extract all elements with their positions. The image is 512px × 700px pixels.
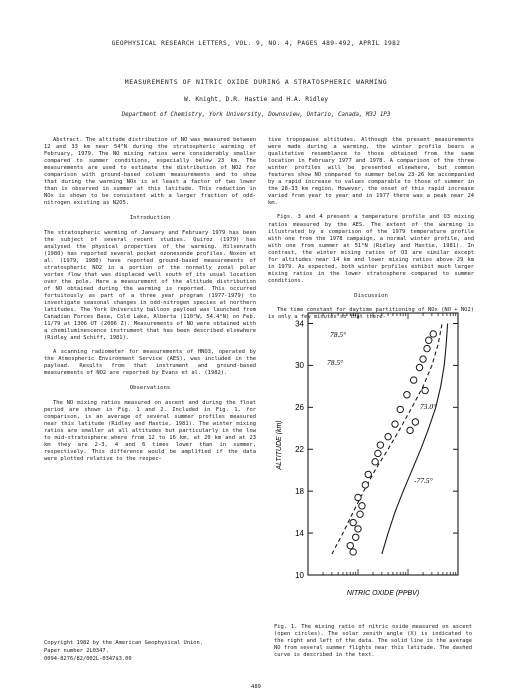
observations-paragraph-1: The NO mixing ratios measured on ascent and during the float period are shown in Fig. 1 and 2. Included in Fig. 1, for comparison, is an average of several summer profiles measured near this latitude (Ridley and Hastie, 1981). The winter mixing ratios are smaller at all altitudes but particularly in the low to mid-stratosphere where from 12 to 16 km, at 20 km and at 23 km they are 2-3, 4 and 6 times lower than in summer, respectively. This difference would be amplified if the data were plotted relative to the respec- xyxy=(44,399,256,462)
copyright-notice: Copyright 1982 by the American Geophysical Union. xyxy=(44,640,204,646)
data-point xyxy=(365,471,371,477)
intro-paragraph-1: The stratospheric warming of January and February 1979 has been the subject of several recent studies. Quiroz (1979) has analysed the physical properties of the warming. Hilsenrath (1980) has reported several pocket ozonesonde profiles. Noxon et al. (1979, 1980) have reported ground-based measurements of stratospheric NO2 in a portion of the normally zonal polar vortex flow that was displaced well south of its usual location over the pole. Here a measurement of the altitude distribution of NO obtained during the warming is reported. This occurred fortuitously as part of a three year program (1977-1979) to investigate seasonal changes in odd-nitrogen species at northern latitudes. The York University balloon payload was launched from Canadian Forces Base, Cold Lake, Alberta (110°W, 54.4°N) on Feb. 11/79 at 1306 UT (2006 Z). Measurements of NO were obtained with a chemiluminescence instrument that has been described elsewhere (Ridley and Schiff, 1981). xyxy=(44,229,256,342)
intro-paragraph-2: A scanning radiometer for measurements of HNO3, operated by the Atmospheric Environment Service (AES), was included in the payload. Results from that instrument and ground-based measurements of NO2 are reported by Evans et al. (1982). xyxy=(44,349,256,377)
data-point xyxy=(357,511,363,517)
data-point xyxy=(410,377,416,383)
data-point xyxy=(420,356,426,362)
data-point xyxy=(407,427,413,433)
figure-1-caption: Fig. 1. The mixing ratio of nitric oxide measured on ascent (open circles). The solar zenith angle (X) is indicated to the right and left of the data. The solid line is the average NO from several summer flights near this latitude. The dashed curve is described in the text. xyxy=(274,624,472,658)
data-point xyxy=(422,387,428,393)
left-column xyxy=(44,137,256,470)
data-point xyxy=(412,419,418,425)
data-point xyxy=(375,450,381,456)
annotation-zenith-3: 73.0° xyxy=(420,402,437,411)
data-point xyxy=(430,331,436,337)
discussion-paragraph-1: The time constant for daytime partitioning of NOx (NO + NO2) is only a few minutes so that there- xyxy=(268,306,474,321)
data-point xyxy=(392,421,398,427)
authors: W. Knight, D.R. Hastie and H.A. Ridley xyxy=(183,96,329,103)
journal-header: GEOPHYSICAL RESEARCH LETTERS, VOL. 9, NO. 4, PAGES 489-492, APRIL 1982 xyxy=(111,40,401,47)
annotation-zenith-1: 78.5° xyxy=(330,330,347,339)
discussion-heading: Discussion xyxy=(354,292,388,299)
annotation-zenith-2: 78.5° xyxy=(327,358,344,367)
data-point xyxy=(385,433,391,439)
data-point xyxy=(347,542,353,548)
data-point xyxy=(426,337,432,343)
paper-number: Paper number 2L0347. xyxy=(44,648,109,654)
y-tick-label: 34 xyxy=(295,319,304,329)
solid-profile-line xyxy=(382,324,448,555)
data-point xyxy=(424,345,430,351)
right-paragraph-1: tive tropopause altitudes. Although the present measurements were made during a warming, the winter profile bears a qualitative resemblance to those obtained from the same location in February 1977 and 1978. A comparison of the three winter profiles will be presented elsewhere, but common features show NO compared to summer below 23-26 km accompanied by a rapid increase to values comparable to those of summer in the 28-33 km region. However, the onset of this rapid increase varied from year to year and in 1977 there was a peak near 24 km. xyxy=(268,137,474,207)
data-point xyxy=(397,406,403,412)
article-code: 0094-8276/82/002L-0347$3.00 xyxy=(44,656,132,662)
data-point xyxy=(377,442,383,448)
data-point xyxy=(350,519,356,525)
annotation-zenith-4: -77.5° xyxy=(414,476,433,485)
data-point xyxy=(355,494,361,500)
x-axis-label: NITRIC OXIDE (PPBV) xyxy=(346,590,420,597)
page-number: 489 xyxy=(251,684,261,690)
data-point xyxy=(372,459,378,465)
right-column xyxy=(268,137,474,328)
y-tick-label: 30 xyxy=(295,361,304,371)
y-tick-label: 26 xyxy=(295,403,304,413)
right-paragraph-2: Figs. 3 and 4 present a temperature profile and O3 mixing ratios measured by the AES. The extent of the warming is illustrated by a comparison of the 1979 temperature profile with one from the 1978 campaign, a normal winter profile, and with one from summer at 51°N (Ridley and Hastie, 1981). In contrast, the winter mixing ratios of O3 are similar except for altitudes near 14 km and lower mixing ratios above 29 km in 1979. As expected, both winter profiles exhibit much larger mixing ratios in the lower stratosphere compared to summer conditions. xyxy=(268,214,474,284)
y-tick-label: 14 xyxy=(295,528,304,538)
data-point xyxy=(355,526,361,532)
abstract: Abstract. The altitude distribution of NO was measured between 12 and 33 km near 54°N during the stratospheric warming of February, 1979. The NO mixing ratios were considerably smaller compared to summer conditions, especially below 23 km. The measurements are used to estimate the distribution of NO2 for comparison with ground-based column measurements and to show that during the warming NOx is at least a factor of two lower than is observed in summer at this latitude. This reduction in NOx is shown to be consistent with a larger fraction of odd-nitrogen existing as N2O5. xyxy=(44,137,256,207)
y-tick-label: 10 xyxy=(295,570,304,580)
affiliation: Department of Chemistry, York University, Downsview, Ontario, Canada, M3J 1P3 xyxy=(121,112,391,118)
y-axis-label: ALTITUDE (km) xyxy=(276,420,283,470)
introduction-heading: Introduction xyxy=(129,215,171,222)
data-point xyxy=(362,482,368,488)
data-point xyxy=(404,392,410,398)
figure-1-chart xyxy=(272,305,472,623)
figure-1 xyxy=(272,305,472,623)
y-tick-label: 18 xyxy=(295,486,304,496)
copyright-block xyxy=(44,640,256,664)
observations-heading: Observations xyxy=(129,385,171,392)
data-point xyxy=(416,364,422,370)
data-point xyxy=(359,503,365,509)
paper-title: MEASUREMENTS OF NITRIC OXIDE DURING A STRATOSPHERIC WARMING xyxy=(124,78,388,86)
y-tick-label: 22 xyxy=(295,445,304,455)
data-point xyxy=(353,534,359,540)
data-point xyxy=(350,549,356,555)
